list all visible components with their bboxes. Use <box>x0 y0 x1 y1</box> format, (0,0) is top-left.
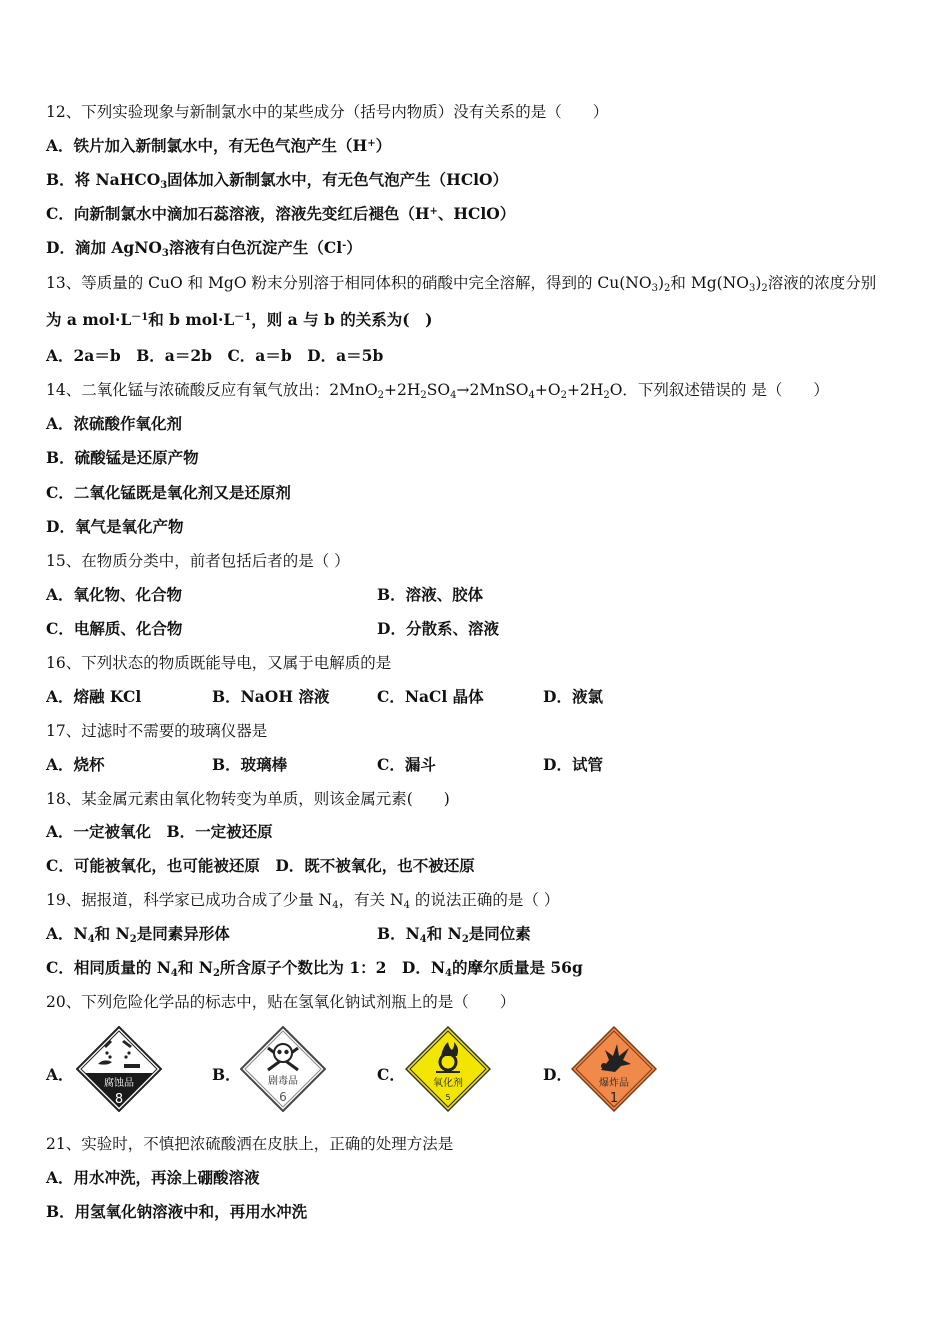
q16-stem: 16、下列状态的物质既能导电，又属于电解质的是 <box>46 654 392 672</box>
q21-option-b: B．用氢氧化钠溶液中和，再用水冲洗 <box>46 1202 308 1221</box>
oxidizer-sign-number: 5 <box>445 1093 451 1102</box>
q17-option-a: A．烧杯 <box>46 755 105 774</box>
corrosive-sign-text: 腐蚀品 <box>104 1078 134 1089</box>
q15-option-b: B．溶液、胶体 <box>377 585 484 604</box>
q13-stem-line2: 为 a $mol\cdot L^{-1}$和 b $mol\cdot L^{-1}$，则 a 与 b 的关系为( ) <box>46 310 433 329</box>
q21-stem: 21、实验时，不慎把浓硫酸洒在皮肤上，正确的处理方法是 <box>46 1135 454 1153</box>
q16-option-b: B．NaOH 溶液 <box>212 687 330 706</box>
q13-options: A．2a＝b B．a＝2b C．a＝b D．a＝5b <box>46 346 384 365</box>
q19-option-a: A．$N_4$和 $N_2$是同素异形体 <box>46 924 230 945</box>
q12-option-d: D．滴加 AgNO$_3$溶液有白色沉淀产生（Cl-） <box>46 238 362 259</box>
q14-option-b: B．硫酸锰是还原产物 <box>46 448 199 467</box>
q20-stem: 20、下列危险化学品的标志中，贴在氢氧化钠试剂瓶上的是（ ） <box>46 993 516 1011</box>
corrosive-sign <box>76 1026 162 1112</box>
explosive-sign-text: 爆炸品 <box>599 1078 629 1089</box>
q12-option-c: C．向新制氯水中滴加石蕊溶液，溶液先变红后褪色（H+、HClO） <box>46 204 516 223</box>
explosive-sign-number: 1 <box>609 1091 619 1106</box>
q21-option-a: A．用水冲洗，再涂上硼酸溶液 <box>46 1168 260 1187</box>
q12-stem: 12、下列实验现象与新制氯水中的某些成分（括号内物质）没有关系的是（ ） <box>46 103 609 121</box>
q12-option-b: B．将 NaHCO$_3$固体加入新制氯水中，有无色气泡产生（HClO） <box>46 170 509 191</box>
q20-label-c: C． <box>377 1065 405 1084</box>
q18-stem: 18、某金属元素由氧化物转变为单质，则该金属元素( ) <box>46 790 450 808</box>
q14-option-d: D．氧气是氧化产物 <box>46 517 184 536</box>
q12-option-a: A．铁片加入新制氯水中，有无色气泡产生（H+） <box>46 136 392 155</box>
q17-option-d: D．试管 <box>543 755 603 774</box>
q16-option-a: A．熔融 KCl <box>46 687 142 706</box>
q14-stem: 14、二氧化锰与浓硫酸反应有氧气放出：$2MnO_2+2H_2SO_4\to 2MnSO_4+O_2+2H_2O$．下列叙述错误的 是（ ） <box>46 381 829 401</box>
corrosive-sign-number: 8 <box>114 1092 124 1107</box>
q16-option-d: D．液氯 <box>543 687 603 706</box>
q15-stem: 15、在物质分类中，前者包括后者的是（ ） <box>46 552 350 570</box>
q17-option-c: C．漏斗 <box>377 755 436 774</box>
q17-option-b: B．玻璃棒 <box>212 755 288 774</box>
q13-stem-line1: 13、等质量的 CuO 和 MgO 粉末分别溶于相同体积的硝酸中完全溶解，得到的 $Cu(NO_3)_2$和 $Mg(NO_3)_2$溶液的浓度分别 <box>46 274 877 294</box>
q15-option-d: D．分散系、溶液 <box>377 619 499 638</box>
q19-option-b: B．$N_4$和 $N_2$是同位素 <box>377 924 531 945</box>
explosive-sign <box>571 1026 657 1112</box>
q18-options-cd: C．可能被氧化，也可能被还原 D．既不被氧化，也不被还原 <box>46 856 475 875</box>
q19-stem: 19、据报道，科学家已成功合成了少量 $N_4$，有关 $N_4$ 的说法正确的是（ ） <box>46 891 560 911</box>
q17-stem: 17、过滤时不需要的玻璃仪器是 <box>46 722 268 740</box>
q16-option-c: C．NaCl 晶体 <box>377 687 484 706</box>
q20-label-a: A． <box>46 1065 74 1084</box>
q15-option-c: C．电解质、化合物 <box>46 619 183 638</box>
q19-options-cd: C．相同质量的 $N_4$和 $N_2$所含原子个数比为 1：2 D．$N_4$的摩尔质量是 56g <box>46 958 583 979</box>
q20-label-b: B． <box>212 1065 241 1084</box>
q15-option-a: A．氧化物、化合物 <box>46 585 183 604</box>
oxidizer-sign-text: 氧化剂 <box>433 1078 463 1089</box>
oxidizer-sign <box>405 1026 491 1112</box>
q14-option-a: A．浓硫酸作氧化剂 <box>46 414 183 433</box>
toxic-sign-text: 剧毒品 <box>268 1076 298 1087</box>
q20-label-d: D． <box>543 1065 572 1084</box>
q14-option-c: C．二氧化锰既是氧化剂又是还原剂 <box>46 483 291 502</box>
toxic-sign <box>240 1026 326 1112</box>
toxic-sign-number: 6 <box>279 1090 287 1104</box>
q18-options-ab: A．一定被氧化 B．一定被还原 <box>46 822 273 841</box>
